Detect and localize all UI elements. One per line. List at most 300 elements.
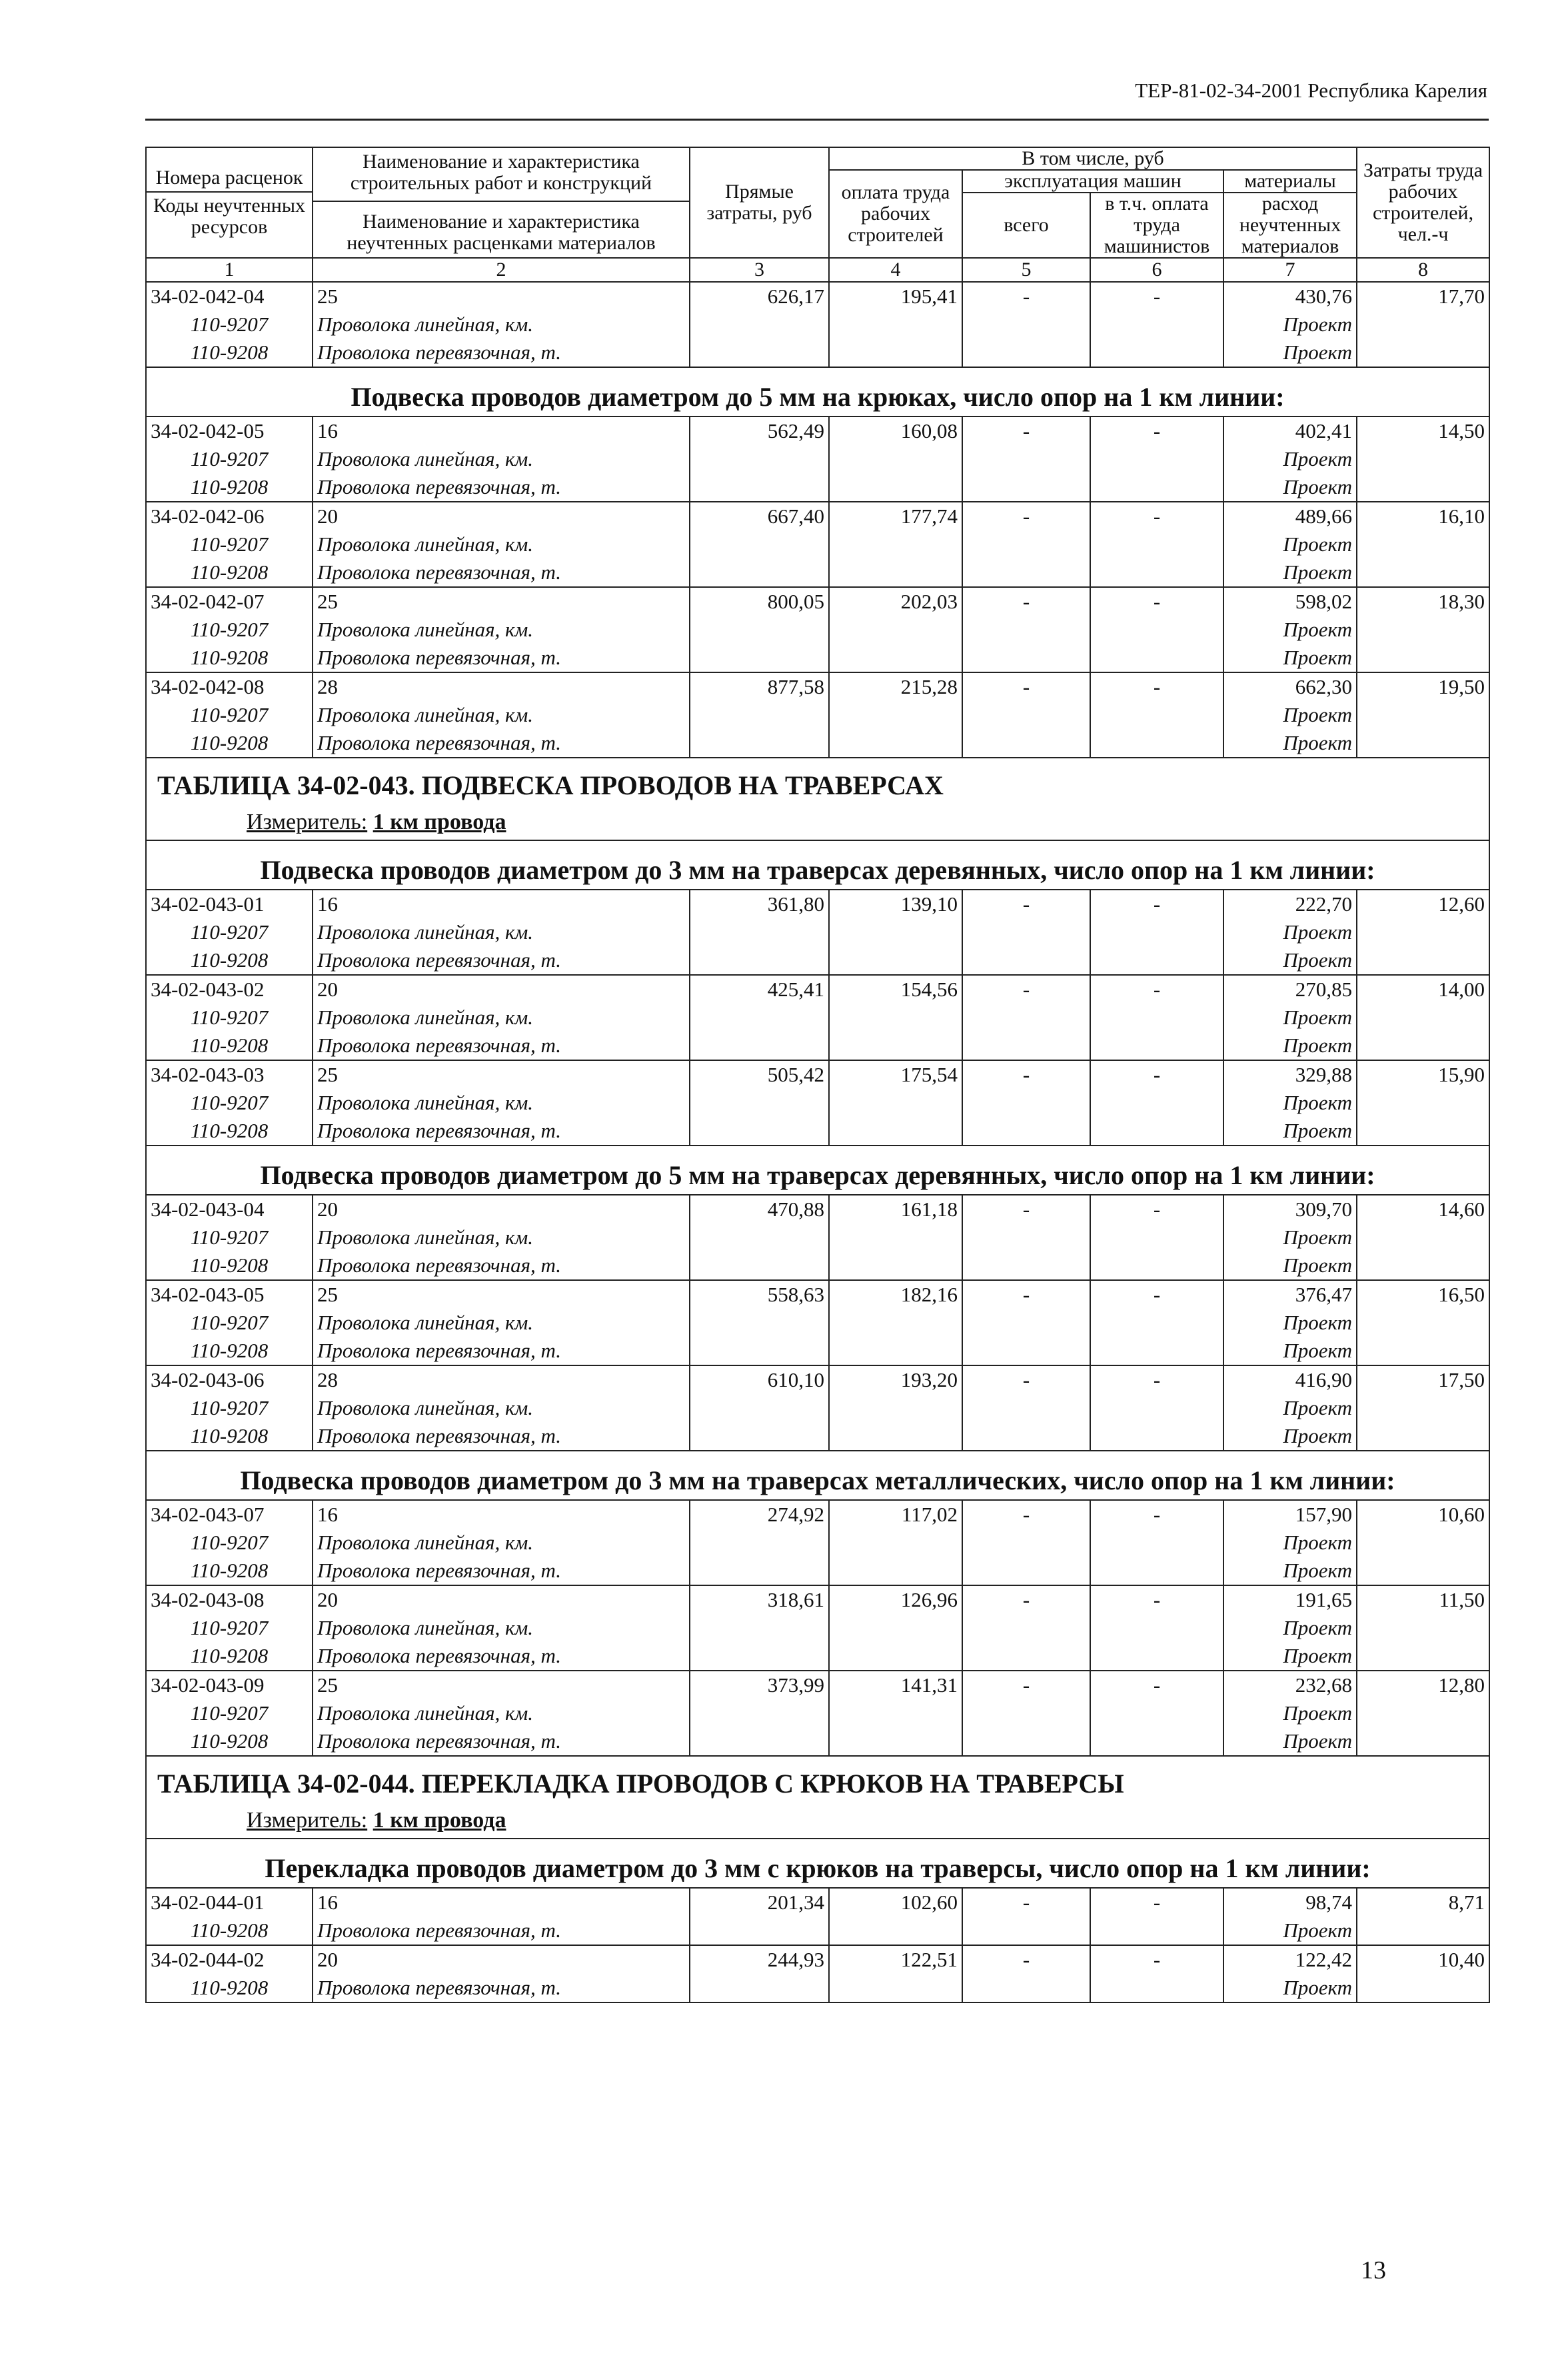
rate-code: 34-02-043-03 bbox=[146, 1060, 313, 1089]
empty-cell bbox=[829, 644, 962, 672]
empty-cell bbox=[1090, 339, 1223, 367]
material-code: 110-9207 bbox=[146, 1394, 313, 1422]
material-row bbox=[146, 1032, 1489, 1060]
empty-cell bbox=[1357, 445, 1489, 473]
material-amount: Проект bbox=[1223, 616, 1357, 644]
empty-cell bbox=[829, 1614, 962, 1642]
empty-cell bbox=[690, 1974, 829, 2002]
empty-cell bbox=[1090, 1974, 1223, 2002]
material-amount: Проект bbox=[1223, 1974, 1357, 2002]
empty-cell bbox=[1090, 1917, 1223, 1945]
material-cost: 662,30 bbox=[1223, 672, 1357, 701]
material-cost: 416,90 bbox=[1223, 1365, 1357, 1394]
empty-cell bbox=[690, 1309, 829, 1337]
material-amount: Проект bbox=[1223, 1223, 1357, 1251]
empty-cell bbox=[829, 1089, 962, 1117]
empty-cell bbox=[829, 1642, 962, 1671]
empty-cell bbox=[829, 311, 962, 339]
material-amount: Проект bbox=[1223, 1642, 1357, 1671]
rate-size: 16 bbox=[313, 416, 690, 445]
empty-cell bbox=[829, 558, 962, 587]
material-code: 110-9208 bbox=[146, 1032, 313, 1060]
material-row bbox=[146, 1251, 1489, 1280]
empty-cell bbox=[829, 1337, 962, 1365]
table-body bbox=[146, 282, 1489, 2002]
empty-cell bbox=[1357, 1422, 1489, 1451]
meter-cell bbox=[146, 1803, 1489, 1839]
empty-cell bbox=[690, 644, 829, 672]
rate-size: 16 bbox=[313, 890, 690, 918]
empty-cell bbox=[962, 1917, 1090, 1945]
material-code: 110-9207 bbox=[146, 918, 313, 946]
material-name: Проволока линейная, км. bbox=[313, 1699, 690, 1727]
material-amount: Проект bbox=[1223, 1089, 1357, 1117]
material-code: 110-9207 bbox=[146, 1223, 313, 1251]
col-name-header bbox=[313, 147, 690, 258]
rate-code: 34-02-043-07 bbox=[146, 1500, 313, 1529]
rate-row bbox=[146, 1365, 1489, 1394]
labor-hours: 10,40 bbox=[1357, 1945, 1489, 1974]
empty-cell bbox=[1357, 729, 1489, 758]
material-name: Проволока линейная, км. bbox=[313, 1223, 690, 1251]
col-mat-header: материалы bbox=[1223, 170, 1357, 193]
material-cost: 270,85 bbox=[1223, 975, 1357, 1004]
material-name: Проволока линейная, км. bbox=[313, 1614, 690, 1642]
rate-size: 16 bbox=[313, 1888, 690, 1917]
rate-row bbox=[146, 1500, 1489, 1529]
empty-cell bbox=[829, 1117, 962, 1146]
material-row bbox=[146, 729, 1489, 758]
material-amount: Проект bbox=[1223, 1614, 1357, 1642]
empty-cell bbox=[690, 1422, 829, 1451]
col-num-3: 3 bbox=[690, 258, 829, 282]
empty-cell bbox=[962, 1614, 1090, 1642]
page-number: 13 bbox=[1361, 2256, 1386, 2284]
price-table-wrapper bbox=[145, 147, 1489, 2003]
empty-cell bbox=[1357, 1699, 1489, 1727]
material-code: 110-9207 bbox=[146, 1004, 313, 1032]
material-code: 110-9207 bbox=[146, 1529, 313, 1557]
empty-cell bbox=[690, 1337, 829, 1365]
labor-cost: 195,41 bbox=[829, 282, 962, 311]
rate-code: 34-02-042-05 bbox=[146, 416, 313, 445]
material-row bbox=[146, 1974, 1489, 2002]
material-cost: 232,68 bbox=[1223, 1671, 1357, 1699]
rate-row bbox=[146, 975, 1489, 1004]
material-code: 110-9208 bbox=[146, 1117, 313, 1146]
direct-cost: 244,93 bbox=[690, 1945, 829, 1974]
labor-cost: 161,18 bbox=[829, 1195, 962, 1223]
empty-cell bbox=[962, 1642, 1090, 1671]
direct-cost: 626,17 bbox=[690, 282, 829, 311]
machine-labor-cost: - bbox=[1090, 1060, 1223, 1089]
empty-cell bbox=[1357, 701, 1489, 729]
rate-size: 25 bbox=[313, 1060, 690, 1089]
empty-cell bbox=[962, 1394, 1090, 1422]
machine-labor-cost: - bbox=[1090, 672, 1223, 701]
material-amount: Проект bbox=[1223, 1699, 1357, 1727]
empty-cell bbox=[829, 701, 962, 729]
meter-cell bbox=[146, 805, 1489, 840]
material-code: 110-9208 bbox=[146, 1337, 313, 1365]
direct-cost: 318,61 bbox=[690, 1585, 829, 1614]
rate-row bbox=[146, 1671, 1489, 1699]
col-mach-labor-header: в т.ч. оплата труда машинистов bbox=[1090, 193, 1223, 258]
col-labor-header: оплата труда рабочих строителей bbox=[829, 170, 962, 258]
direct-cost: 610,10 bbox=[690, 1365, 829, 1394]
empty-cell bbox=[829, 1394, 962, 1422]
empty-cell bbox=[1357, 644, 1489, 672]
material-name: Проволока линейная, км. bbox=[313, 1309, 690, 1337]
labor-hours: 17,70 bbox=[1357, 282, 1489, 311]
labor-cost: 154,56 bbox=[829, 975, 962, 1004]
material-name: Проволока перевязочная, т. bbox=[313, 1337, 690, 1365]
material-row bbox=[146, 1309, 1489, 1337]
labor-cost: 193,20 bbox=[829, 1365, 962, 1394]
material-name: Проволока перевязочная, т. bbox=[313, 1422, 690, 1451]
direct-cost: 201,34 bbox=[690, 1888, 829, 1917]
empty-cell bbox=[1090, 1557, 1223, 1585]
table-title: ТАБЛИЦА 34-02-044. ПЕРЕКЛАДКА ПРОВОДОВ С КРЮКОВ НА ТРАВЕРСЫ bbox=[146, 1756, 1489, 1803]
material-name: Проволока линейная, км. bbox=[313, 1529, 690, 1557]
material-amount: Проект bbox=[1223, 644, 1357, 672]
labor-hours: 8,71 bbox=[1357, 1888, 1489, 1917]
material-code: 110-9208 bbox=[146, 1251, 313, 1280]
machine-labor-cost: - bbox=[1090, 890, 1223, 918]
rate-size: 20 bbox=[313, 1945, 690, 1974]
empty-cell bbox=[1090, 616, 1223, 644]
material-cost: 489,66 bbox=[1223, 502, 1357, 530]
material-amount: Проект bbox=[1223, 1529, 1357, 1557]
empty-cell bbox=[962, 445, 1090, 473]
machine-labor-cost: - bbox=[1090, 1280, 1223, 1309]
machine-cost: - bbox=[962, 1945, 1090, 1974]
direct-cost: 877,58 bbox=[690, 672, 829, 701]
empty-cell bbox=[1090, 1117, 1223, 1146]
rate-code: 34-02-043-08 bbox=[146, 1585, 313, 1614]
material-amount: Проект bbox=[1223, 1309, 1357, 1337]
labor-hours: 14,50 bbox=[1357, 416, 1489, 445]
machine-labor-cost: - bbox=[1090, 1365, 1223, 1394]
empty-cell bbox=[690, 530, 829, 558]
material-amount: Проект bbox=[1223, 1557, 1357, 1585]
rate-size: 16 bbox=[313, 1500, 690, 1529]
labor-hours: 16,10 bbox=[1357, 502, 1489, 530]
empty-cell bbox=[1090, 1089, 1223, 1117]
section-subtitle-row bbox=[146, 1839, 1489, 1888]
material-row bbox=[146, 1917, 1489, 1945]
empty-cell bbox=[1090, 701, 1223, 729]
material-name: Проволока перевязочная, т. bbox=[313, 1727, 690, 1756]
material-code: 110-9208 bbox=[146, 1642, 313, 1671]
material-row bbox=[146, 1727, 1489, 1756]
machine-labor-cost: - bbox=[1090, 282, 1223, 311]
col-mat-uncounted-header: расход неучтенных материалов bbox=[1223, 193, 1357, 258]
empty-cell bbox=[1090, 1223, 1223, 1251]
material-code: 110-9208 bbox=[146, 339, 313, 367]
col-num-2: 2 bbox=[313, 258, 690, 282]
empty-cell bbox=[829, 1529, 962, 1557]
meter-row bbox=[146, 1803, 1489, 1839]
section-subtitle: Перекладка проводов диаметром до 3 мм с крюков на траверсы, число опор на 1 км линии: bbox=[146, 1839, 1489, 1888]
material-row bbox=[146, 339, 1489, 367]
empty-cell bbox=[962, 1089, 1090, 1117]
rate-size: 20 bbox=[313, 1195, 690, 1223]
empty-cell bbox=[1357, 946, 1489, 975]
material-name: Проволока линейная, км. bbox=[313, 701, 690, 729]
labor-cost: 182,16 bbox=[829, 1280, 962, 1309]
empty-cell bbox=[1357, 311, 1489, 339]
empty-cell bbox=[962, 946, 1090, 975]
empty-cell bbox=[690, 1642, 829, 1671]
rate-size: 25 bbox=[313, 587, 690, 616]
labor-hours: 16,50 bbox=[1357, 1280, 1489, 1309]
rate-size: 25 bbox=[313, 1280, 690, 1309]
machine-labor-cost: - bbox=[1090, 1500, 1223, 1529]
labor-hours: 12,60 bbox=[1357, 890, 1489, 918]
empty-cell bbox=[829, 616, 962, 644]
labor-cost: 102,60 bbox=[829, 1888, 962, 1917]
machine-cost: - bbox=[962, 1671, 1090, 1699]
meter-value: 1 км провода bbox=[373, 810, 506, 834]
machine-cost: - bbox=[962, 1365, 1090, 1394]
material-code: 110-9208 bbox=[146, 1422, 313, 1451]
material-code: 110-9207 bbox=[146, 530, 313, 558]
machine-labor-cost: - bbox=[1090, 975, 1223, 1004]
material-code: 110-9208 bbox=[146, 1974, 313, 2002]
material-amount: Проект bbox=[1223, 530, 1357, 558]
empty-cell bbox=[962, 530, 1090, 558]
col2-bottom-label: Наименование и характеристика неучтенных расценками материалов bbox=[347, 211, 656, 254]
empty-cell bbox=[1357, 1337, 1489, 1365]
rate-code: 34-02-044-02 bbox=[146, 1945, 313, 1974]
empty-cell bbox=[1357, 1557, 1489, 1585]
machine-labor-cost: - bbox=[1090, 1585, 1223, 1614]
material-name: Проволока линейная, км. bbox=[313, 918, 690, 946]
material-amount: Проект bbox=[1223, 946, 1357, 975]
material-row bbox=[146, 1422, 1489, 1451]
empty-cell bbox=[962, 1974, 1090, 2002]
empty-cell bbox=[962, 1699, 1090, 1727]
empty-cell bbox=[1357, 1394, 1489, 1422]
material-name: Проволока перевязочная, т. bbox=[313, 1557, 690, 1585]
direct-cost: 361,80 bbox=[690, 890, 829, 918]
material-row bbox=[146, 1394, 1489, 1422]
rate-code: 34-02-043-02 bbox=[146, 975, 313, 1004]
material-row bbox=[146, 311, 1489, 339]
empty-cell bbox=[829, 1004, 962, 1032]
machine-labor-cost: - bbox=[1090, 1671, 1223, 1699]
rate-code: 34-02-042-07 bbox=[146, 587, 313, 616]
empty-cell bbox=[1090, 1394, 1223, 1422]
machine-cost: - bbox=[962, 1585, 1090, 1614]
empty-cell bbox=[690, 558, 829, 587]
empty-cell bbox=[962, 918, 1090, 946]
rate-code: 34-02-042-08 bbox=[146, 672, 313, 701]
empty-cell bbox=[829, 530, 962, 558]
labor-cost: 175,54 bbox=[829, 1060, 962, 1089]
labor-cost: 160,08 bbox=[829, 416, 962, 445]
material-name: Проволока перевязочная, т. bbox=[313, 1974, 690, 2002]
machine-labor-cost: - bbox=[1090, 1945, 1223, 1974]
col-direct-header: Прямые затраты, руб bbox=[690, 147, 829, 258]
section-subtitle-row bbox=[146, 367, 1489, 416]
empty-cell bbox=[690, 311, 829, 339]
material-amount: Проект bbox=[1223, 1727, 1357, 1756]
empty-cell bbox=[962, 1032, 1090, 1060]
empty-cell bbox=[1357, 1917, 1489, 1945]
rate-row bbox=[146, 1945, 1489, 1974]
material-name: Проволока линейная, км. bbox=[313, 616, 690, 644]
empty-cell bbox=[1090, 1337, 1223, 1365]
empty-cell bbox=[1090, 311, 1223, 339]
empty-cell bbox=[690, 473, 829, 502]
material-cost: 430,76 bbox=[1223, 282, 1357, 311]
material-name: Проволока перевязочная, т. bbox=[313, 1917, 690, 1945]
section-subtitle-row bbox=[146, 1451, 1489, 1500]
empty-cell bbox=[690, 1032, 829, 1060]
empty-cell bbox=[690, 701, 829, 729]
material-code: 110-9208 bbox=[146, 729, 313, 758]
empty-cell bbox=[829, 1974, 962, 2002]
empty-cell bbox=[690, 1557, 829, 1585]
header-rule bbox=[145, 119, 1489, 121]
material-cost: 222,70 bbox=[1223, 890, 1357, 918]
material-row bbox=[146, 1642, 1489, 1671]
material-name: Проволока линейная, км. bbox=[313, 1394, 690, 1422]
material-amount: Проект bbox=[1223, 311, 1357, 339]
empty-cell bbox=[962, 1529, 1090, 1557]
material-row bbox=[146, 616, 1489, 644]
machine-cost: - bbox=[962, 1060, 1090, 1089]
material-cost: 191,65 bbox=[1223, 1585, 1357, 1614]
empty-cell bbox=[690, 1223, 829, 1251]
empty-cell bbox=[1090, 729, 1223, 758]
empty-cell bbox=[1357, 1727, 1489, 1756]
material-row bbox=[146, 1699, 1489, 1727]
material-name: Проволока перевязочная, т. bbox=[313, 644, 690, 672]
empty-cell bbox=[690, 445, 829, 473]
table-title-row bbox=[146, 758, 1489, 805]
column-numbers-row bbox=[146, 258, 1489, 282]
material-row bbox=[146, 473, 1489, 502]
empty-cell bbox=[1090, 1004, 1223, 1032]
material-row bbox=[146, 445, 1489, 473]
rate-code: 34-02-043-09 bbox=[146, 1671, 313, 1699]
empty-cell bbox=[829, 946, 962, 975]
empty-cell bbox=[829, 1251, 962, 1280]
material-cost: 157,90 bbox=[1223, 1500, 1357, 1529]
rate-size: 25 bbox=[313, 1671, 690, 1699]
empty-cell bbox=[962, 644, 1090, 672]
empty-cell bbox=[1090, 644, 1223, 672]
col-mach-total-header: всего bbox=[962, 193, 1090, 258]
material-row bbox=[146, 946, 1489, 975]
empty-cell bbox=[829, 339, 962, 367]
empty-cell bbox=[1357, 616, 1489, 644]
material-cost: 376,47 bbox=[1223, 1280, 1357, 1309]
material-code: 110-9207 bbox=[146, 1699, 313, 1727]
empty-cell bbox=[1357, 1089, 1489, 1117]
empty-cell bbox=[1090, 473, 1223, 502]
machine-cost: - bbox=[962, 587, 1090, 616]
material-name: Проволока линейная, км. bbox=[313, 1089, 690, 1117]
material-name: Проволока перевязочная, т. bbox=[313, 1642, 690, 1671]
rate-size: 25 bbox=[313, 282, 690, 311]
empty-cell bbox=[1357, 558, 1489, 587]
empty-cell bbox=[829, 918, 962, 946]
material-cost: 122,42 bbox=[1223, 1945, 1357, 1974]
rate-row bbox=[146, 890, 1489, 918]
empty-cell bbox=[829, 1557, 962, 1585]
empty-cell bbox=[962, 339, 1090, 367]
direct-cost: 667,40 bbox=[690, 502, 829, 530]
machine-cost: - bbox=[962, 1500, 1090, 1529]
empty-cell bbox=[829, 473, 962, 502]
empty-cell bbox=[962, 1223, 1090, 1251]
material-code: 110-9207 bbox=[146, 311, 313, 339]
material-row bbox=[146, 1223, 1489, 1251]
rate-size: 28 bbox=[313, 672, 690, 701]
col-num-1: 1 bbox=[146, 258, 313, 282]
material-amount: Проект bbox=[1223, 1004, 1357, 1032]
material-row bbox=[146, 918, 1489, 946]
material-amount: Проект bbox=[1223, 445, 1357, 473]
empty-cell bbox=[962, 1251, 1090, 1280]
col2-top-label: Наименование и характеристика строительных работ и конструкций bbox=[313, 151, 689, 202]
material-code: 110-9208 bbox=[146, 1917, 313, 1945]
machine-cost: - bbox=[962, 1195, 1090, 1223]
meter-value: 1 км провода bbox=[373, 1808, 506, 1833]
empty-cell bbox=[1357, 1614, 1489, 1642]
material-row bbox=[146, 1004, 1489, 1032]
material-code: 110-9208 bbox=[146, 644, 313, 672]
rate-code: 34-02-043-01 bbox=[146, 890, 313, 918]
direct-cost: 373,99 bbox=[690, 1671, 829, 1699]
machine-labor-cost: - bbox=[1090, 416, 1223, 445]
empty-cell bbox=[829, 729, 962, 758]
material-name: Проволока линейная, км. bbox=[313, 530, 690, 558]
empty-cell bbox=[690, 1614, 829, 1642]
direct-cost: 562,49 bbox=[690, 416, 829, 445]
section-subtitle: Подвеска проводов диаметром до 5 мм на крюках, число опор на 1 км линии: bbox=[146, 367, 1489, 416]
material-row bbox=[146, 1557, 1489, 1585]
empty-cell bbox=[1090, 918, 1223, 946]
material-amount: Проект bbox=[1223, 1117, 1357, 1146]
empty-cell bbox=[1090, 946, 1223, 975]
section-subtitle: Подвеска проводов диаметром до 3 мм на траверсах металлических, число опор на 1 км линии: bbox=[146, 1451, 1489, 1500]
document-header: ТЕР-81-02-34-2001 Республика Карелия bbox=[1135, 79, 1487, 102]
empty-cell bbox=[690, 1004, 829, 1032]
empty-cell bbox=[962, 1117, 1090, 1146]
labor-hours: 19,50 bbox=[1357, 672, 1489, 701]
material-amount: Проект bbox=[1223, 1337, 1357, 1365]
col-incl-header: В том числе, руб bbox=[829, 147, 1357, 170]
empty-cell bbox=[1090, 1422, 1223, 1451]
empty-cell bbox=[1357, 1223, 1489, 1251]
rate-size: 20 bbox=[313, 1585, 690, 1614]
empty-cell bbox=[690, 1529, 829, 1557]
labor-hours: 15,90 bbox=[1357, 1060, 1489, 1089]
empty-cell bbox=[1357, 473, 1489, 502]
labor-cost: 177,74 bbox=[829, 502, 962, 530]
material-code: 110-9207 bbox=[146, 1309, 313, 1337]
machine-cost: - bbox=[962, 416, 1090, 445]
empty-cell bbox=[1090, 1614, 1223, 1642]
empty-cell bbox=[1090, 558, 1223, 587]
rate-size: 20 bbox=[313, 975, 690, 1004]
empty-cell bbox=[690, 729, 829, 758]
